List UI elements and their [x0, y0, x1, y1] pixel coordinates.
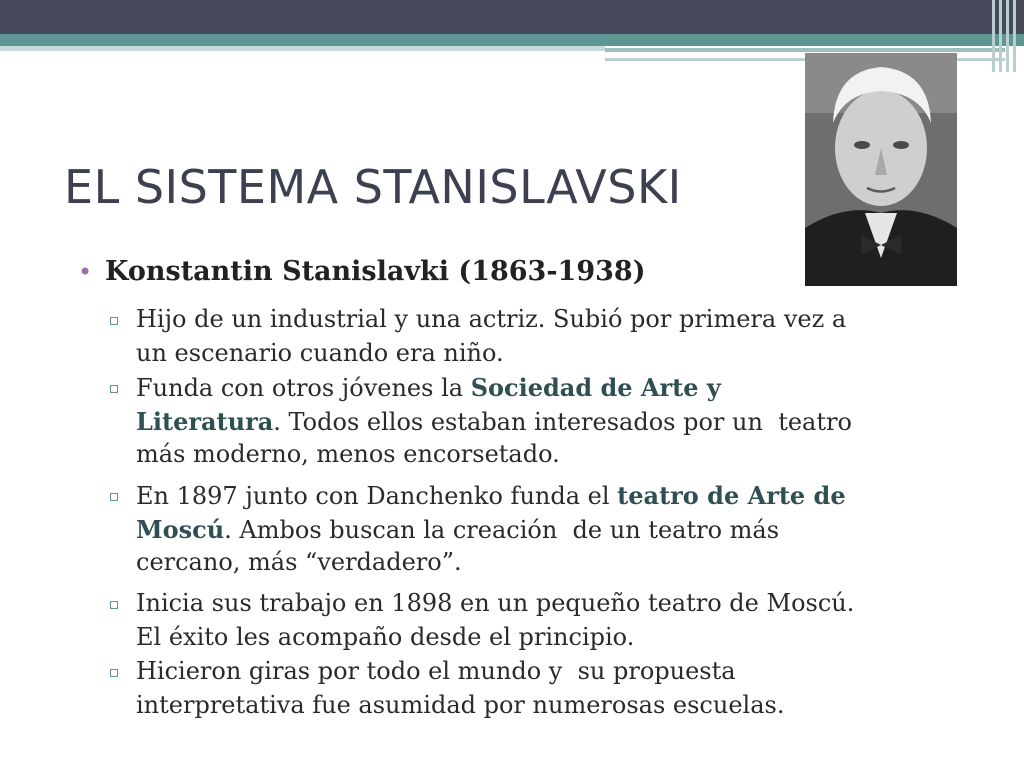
bold-term: Sociedad de Arte y — [470, 373, 721, 402]
text-run: Hicieron giras por todo el mundo y su propuesta — [136, 657, 736, 685]
sub-bullet-line — [136, 438, 966, 472]
corner-decoration — [992, 0, 1018, 72]
sub-bullet-item — [136, 655, 966, 722]
bold-term: Literatura — [136, 406, 274, 436]
bold-term: Moscú — [136, 514, 225, 544]
portrait-photo — [805, 53, 957, 286]
sub-bullet-item — [136, 303, 966, 370]
text-run: interpretativa fue asumidad por numerosas escuelas. — [136, 690, 785, 719]
sub-bullet-line — [136, 655, 966, 689]
sub-bullet-line — [136, 513, 966, 547]
square-bullet-icon — [110, 601, 118, 609]
teal-accent-band — [0, 34, 1024, 46]
text-run: En 1897 junto con Danchenko funda el — [136, 482, 618, 510]
sub-bullet-line — [136, 303, 966, 337]
text-run: Hijo de un industrial y una actriz. Subió por primera vez a — [136, 305, 847, 333]
text-run: . Ambos buscan la creación de un teatro más — [224, 515, 780, 544]
text-run: un escenario cuando era niño. — [136, 338, 504, 367]
sub-bullet-item — [136, 587, 966, 654]
square-bullet-icon — [110, 493, 118, 501]
sub-bullet-line — [136, 371, 966, 405]
accent-strip-right-upper — [605, 48, 1005, 52]
accent-strip-left — [0, 46, 605, 51]
square-bullet-icon — [110, 317, 118, 325]
square-bullet-icon — [110, 385, 118, 393]
slide-title: EL SISTEMA STANISLAVSKI — [64, 160, 682, 214]
text-run: Funda con otros jóvenes la — [136, 374, 471, 402]
sub-bullet-line — [136, 587, 966, 621]
text-run: El éxito les acompaño desde el principio. — [136, 622, 635, 651]
text-run: cercano, más “verdadero”. — [136, 548, 462, 576]
sub-bullet-line — [136, 337, 966, 371]
main-bullet-icon: • — [78, 258, 93, 286]
main-bullet-text: Konstantin Stanislavki (1863-1938) — [105, 256, 646, 287]
square-bullet-icon — [110, 669, 118, 677]
text-run: Inicia sus trabajo en 1898 en un pequeño teatro de Moscú. — [136, 589, 855, 617]
top-dark-bar — [0, 0, 1024, 34]
sub-bullet-line — [136, 621, 966, 655]
text-run: . Todos ellos estaban interesados por un teatro — [273, 407, 852, 436]
sub-bullet-item — [136, 479, 966, 580]
sub-bullet-item — [136, 371, 966, 472]
sub-bullet-line — [136, 479, 966, 513]
bold-term: teatro de Arte de — [617, 481, 846, 510]
sub-bullet-line — [136, 689, 966, 723]
sub-bullet-line — [136, 546, 966, 580]
text-run: más moderno, menos encorsetado. — [136, 440, 560, 468]
sub-bullet-line — [136, 405, 966, 439]
